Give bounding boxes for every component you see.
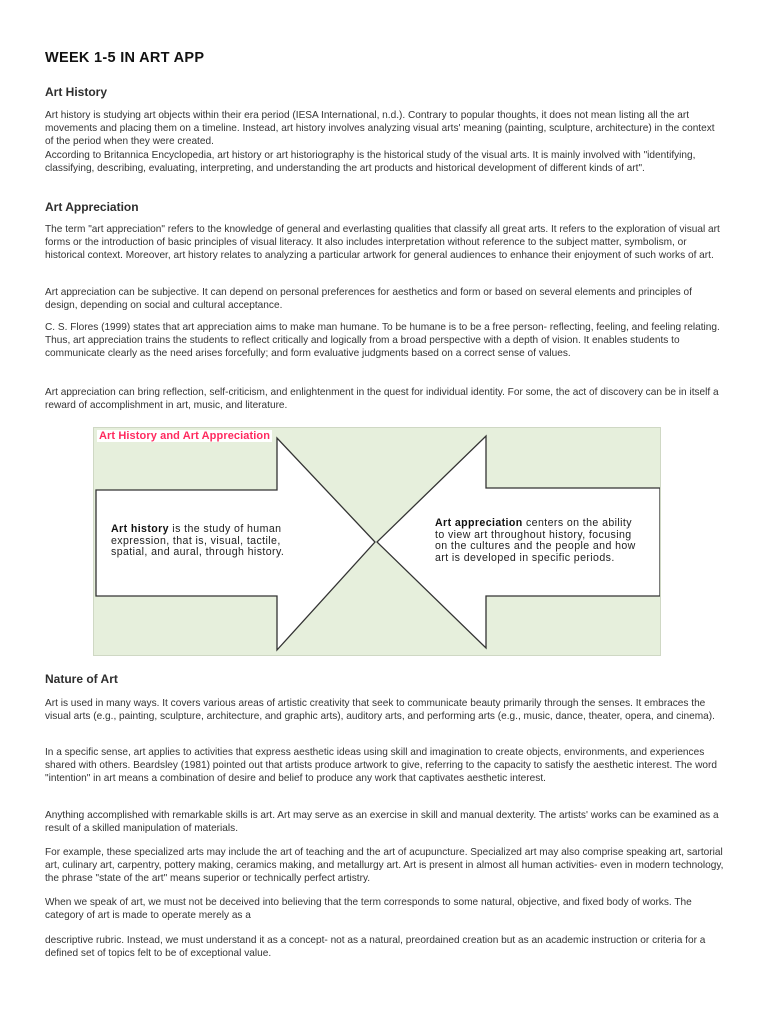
art-history-text: is the study of human expression, that is, visual, tactile, spatial, and aural, through history. (111, 523, 285, 559)
art-appreciation-definition (435, 518, 643, 564)
paragraph: Art is used in many ways. It covers various areas of artistic creativity that seek to communicate beauty primarily through the senses. It embraces the visual arts (e.g., painting, sculpture, architecture, and graphic arts), auditory arts, and performing arts (e.g., music, dance, theater, opera, and cinema). (45, 698, 715, 722)
paragraph: For example, these specialized arts may include the art of teaching and the art of acupuncture. Specialized art may also comprise speaking art, sartorial art, culinary art, carpentry, pottery making, ceramics making, and metallurgy art. Art is present in almost all human activities- even in modern technology, the phrase "state of the art" means superior or technically perfect artistry. (45, 847, 724, 884)
paragraph: Art appreciation can be subjective. It can depend on personal preferences for aesthetics and form or based on several elements and principles of design, depending on social and cultural acceptance. (45, 287, 692, 311)
paragraph: According to Britannica Encyclopedia, art history or art historiography is the historical study of the visual arts. It is mainly involved with "identifying, classifying, describing, evaluating, interpreting, and understanding the art products and historical development of different kinds of art". (45, 150, 696, 174)
paragraph: In a specific sense, art applies to activities that express aesthetic ideas using skill and imagination to create objects, environments, and experiences shared with others. Beardsley (1981) pointed out that artists produce artwork to give, referring to the capacity to satisfy the aesthetic interest. The word "intention" in art means a combination of desire and belief to produce any work that captivates aesthetic interest. (45, 747, 717, 784)
paragraph: Art history is studying art objects within their era period (IESA International, n.d.). Contrary to popular thoughts, it does not mean listing all the art movements and placing them on a timeline. Instead, art history involves analyzing visual arts' meaning (painting, sculpture, architecture) in the context of the period when they were created. (45, 110, 715, 147)
term-art-history: Art history (111, 523, 169, 535)
paragraph: C. S. Flores (1999) states that art appreciation aims to make man humane. To be humane is to be a free person- reflecting, feeling, and feeling relating. Thus, art appreciation trains the students to reflect critically and logically from a broad perspective with a depth of vision. It enables students to communicate clearly as the need arises forcefully; and form evaluative judgments based on a correct sense of values. (45, 322, 720, 359)
page-title: WEEK 1-5 IN ART APP (45, 50, 205, 66)
paragraph: The term "art appreciation" refers to the knowledge of general and everlasting qualities that classify all great arts. It refers to the exploration of visual art forms or the introduction of basic principles of visual literacy. It also includes interpretation without reference to the subject matter, symbolism, or historical context. Moreover, art history relates to analyzing a particular artwork for general audiences to enhance their enjoyment of such works of art. (45, 224, 720, 261)
heading-nature-of-art: Nature of Art (45, 672, 118, 686)
comparison-figure (93, 427, 661, 656)
figure-title: Art History and Art Appreciation (99, 430, 271, 442)
heading-art-appreciation: Art Appreciation (45, 200, 139, 214)
paragraph: Art appreciation can bring reflection, self-criticism, and enlightenment in the quest for individual identity. For some, the act of discovery can be in itself a reward of accomplishment in art, music, and literature. (45, 387, 719, 411)
paragraph: Anything accomplished with remarkable skills is art. Art may serve as an exercise in skill and manual dexterity. The artists' works can be examined as a result of a skilled manipulation of materials. (45, 810, 719, 834)
paragraph: When we speak of art, we must not be deceived into believing that the term corresponds to some natural, objective, and fixed body of works. The category of art is made to operate merely as a (45, 897, 692, 921)
term-art-appreciation: Art appreciation (435, 517, 523, 529)
art-appreciation-text: centers on the ability to view art throughout history, focusing on the cultures and the people and how art is developed in specific periods. (435, 517, 636, 564)
heading-art-history: Art History (45, 85, 108, 99)
paragraph: descriptive rubric. Instead, we must understand it as a concept- not as a natural, preordained creation but as an academic instruction or criteria for a defined set of topics felt to be of exceptional value. (45, 935, 706, 959)
art-history-definition (111, 524, 317, 559)
